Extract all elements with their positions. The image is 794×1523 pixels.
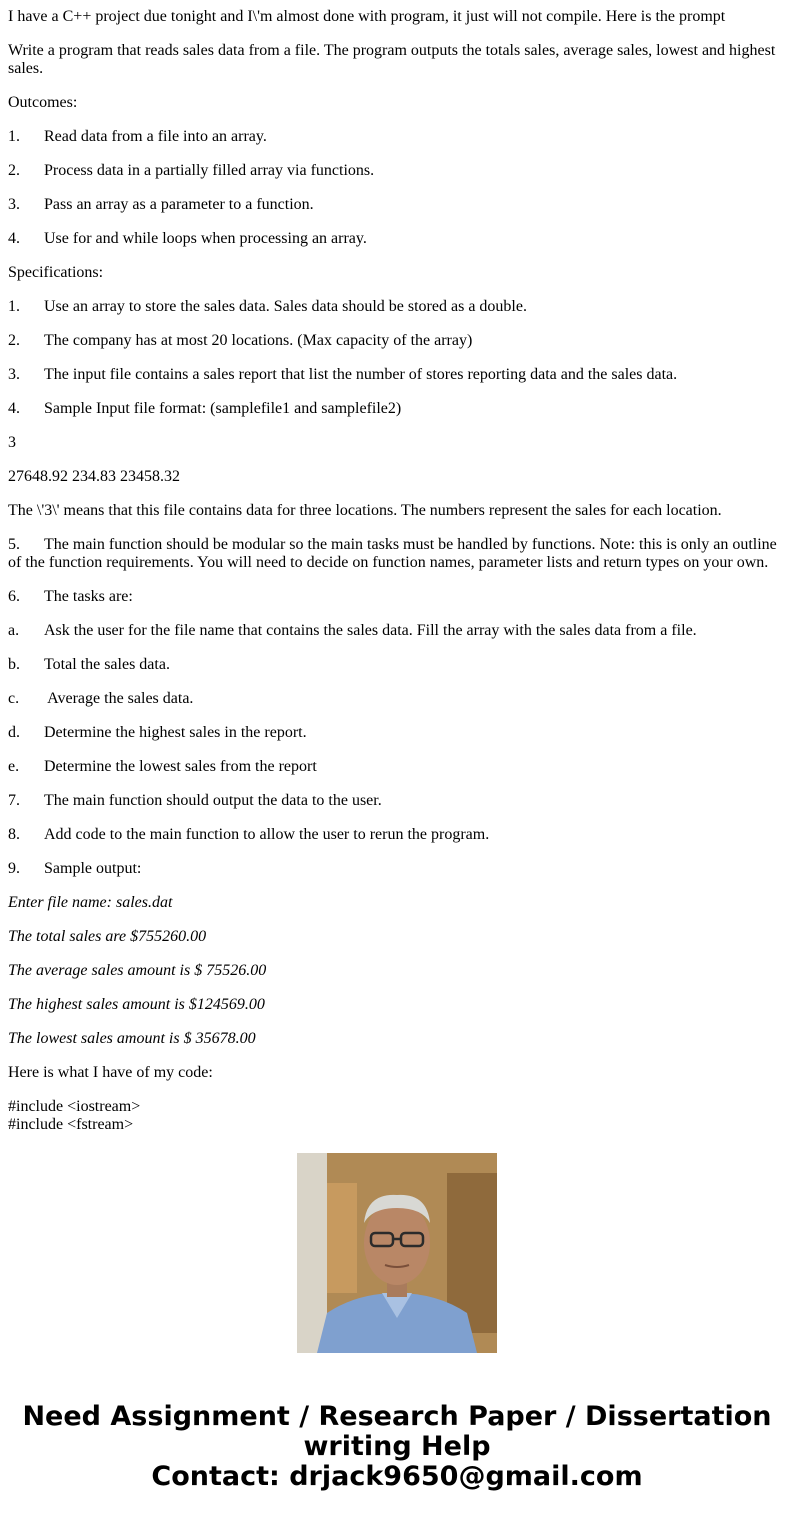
code-line: #include <iostream> — [8, 1098, 141, 1115]
outcome-item — [8, 230, 786, 248]
sample-output-line: The total sales are $755260.00 — [8, 928, 207, 945]
promo-line-2: writing Help — [303, 1431, 491, 1462]
outcome-item — [8, 162, 786, 180]
sample-values: 27648.92 234.83 23458.32 — [8, 468, 180, 485]
specs-heading: Specifications: — [8, 264, 104, 281]
spec-number: 4. — [8, 400, 20, 417]
task-letter: d. — [8, 724, 20, 741]
task-letter: a. — [8, 622, 20, 639]
spec-number: 7. — [8, 792, 20, 809]
task-item — [8, 758, 786, 776]
task-item — [8, 622, 786, 640]
spec-item — [8, 332, 786, 350]
sample-output-line: The lowest sales amount is $ 35678.00 — [8, 1030, 256, 1047]
spec-number: 3. — [8, 366, 20, 383]
promo-banner — [0, 1402, 794, 1492]
task-item — [8, 690, 786, 708]
promo-line-1: Need Assignment / Research Paper / Dissertation — [22, 1401, 772, 1432]
spec-number: 8. — [8, 826, 20, 843]
sample-output-line: The highest sales amount is $124569.00 — [8, 996, 265, 1013]
task-letter: c. — [8, 690, 20, 707]
spec-text: Use an array to store the sales data. Sales data should be stored as a double. — [44, 298, 527, 315]
spec-text: Add code to the main function to allow the user to rerun the program. — [44, 826, 490, 843]
outcome-text: Pass an array as a parameter to a function. — [44, 196, 314, 213]
outcome-text: Read data from a file into an array. — [44, 128, 267, 145]
task-letter: b. — [8, 656, 20, 673]
spec-item — [8, 400, 786, 418]
task-text: Total the sales data. — [44, 656, 170, 673]
tutor-avatar — [297, 1153, 497, 1353]
spec-text: The main function should output the data to the user. — [44, 792, 382, 809]
code-line: #include <fstream> — [8, 1116, 134, 1133]
tutor-photo-icon — [297, 1153, 497, 1353]
task-item — [8, 724, 786, 742]
outcome-text: Process data in a partially filled array via functions. — [44, 162, 375, 179]
spec-number: 9. — [8, 860, 20, 877]
outcomes-heading: Outcomes: — [8, 94, 78, 111]
task-letter: e. — [8, 758, 20, 775]
prompt-paragraph: Write a program that reads sales data from a file. The program outputs the totals sales, average sales, lowest and highest sales. — [8, 42, 776, 77]
spec-text: Sample Input file format: (samplefile1 and samplefile2) — [44, 400, 402, 417]
outcome-number: 4. — [8, 230, 20, 247]
spec-item — [8, 298, 786, 316]
task-text: Determine the highest sales in the report. — [44, 724, 307, 741]
task-item — [8, 656, 786, 674]
promo-contact: Contact: drjack9650@gmail.com — [151, 1461, 643, 1492]
spec-number: 5. — [8, 536, 20, 553]
task-text: Average the sales data. — [44, 690, 194, 707]
spec-text: The input file contains a sales report that list the number of stores reporting data and the sales data. — [44, 366, 678, 383]
sample-count: 3 — [8, 434, 16, 451]
spec-text: Sample output: — [44, 860, 142, 877]
intro-paragraph: I have a C++ project due tonight and I\'m almost done with program, it just will not compile. Here is the prompt — [8, 8, 726, 25]
outcome-item — [8, 196, 786, 214]
spec-item — [8, 860, 786, 878]
code-intro: Here is what I have of my code: — [8, 1064, 213, 1081]
spec-number: 2. — [8, 332, 20, 349]
outcome-number: 1. — [8, 128, 20, 145]
outcome-number: 3. — [8, 196, 20, 213]
spec-text: The tasks are: — [44, 588, 133, 605]
spec-text: The main function should be modular so the main tasks must be handled by functions. Note: this is only an outline of the function requirements. You will need to decide on function names, parameter lists and return types on your own. — [8, 536, 777, 571]
spec-number: 6. — [8, 588, 20, 605]
sample-output-line: Enter file name: sales.dat — [8, 894, 173, 911]
spec-item — [8, 826, 786, 844]
outcome-text: Use for and while loops when processing an array. — [44, 230, 367, 247]
task-text: Determine the lowest sales from the report — [44, 758, 317, 775]
outcome-item — [8, 128, 786, 146]
task-text: Ask the user for the file name that contains the sales data. Fill the array with the sales data from a file. — [44, 622, 697, 639]
spec-item — [8, 792, 786, 810]
sample-explanation: The \'3\' means that this file contains data for three locations. The numbers represent the sales for each location. — [8, 502, 722, 519]
spec-text: The company has at most 20 locations. (Max capacity of the array) — [44, 332, 473, 349]
sample-output-line: The average sales amount is $ 75526.00 — [8, 962, 267, 979]
outcome-number: 2. — [8, 162, 20, 179]
spec-item — [8, 536, 786, 572]
spec-number: 1. — [8, 298, 20, 315]
spec-item — [8, 366, 786, 384]
spec-item — [8, 588, 786, 606]
